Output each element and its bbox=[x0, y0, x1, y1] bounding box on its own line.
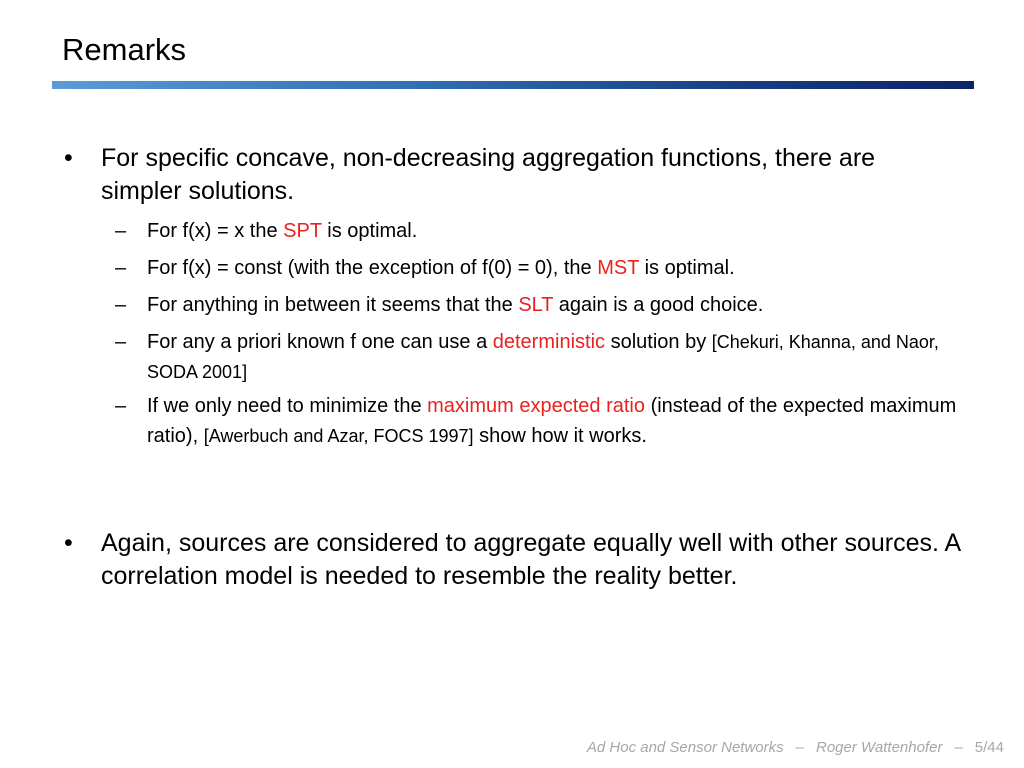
sub-text: again is a good choice. bbox=[553, 294, 764, 316]
sub-text: For any a priori known f one can use a bbox=[147, 331, 493, 353]
title-divider-bar bbox=[52, 81, 974, 89]
citation: [Chekuri, Khanna, and Naor, SODA 2001] bbox=[147, 332, 939, 382]
highlight-term: MST bbox=[597, 257, 640, 279]
sub-item bbox=[115, 290, 977, 320]
dash-icon: – bbox=[115, 331, 127, 353]
dash-icon: – bbox=[115, 294, 127, 316]
footer-separator: – bbox=[954, 739, 963, 756]
bullet-text: Again, sources are considered to aggregate equally well with other sources. A correlation model is needed to resemble the reality better. bbox=[101, 529, 960, 590]
sub-item bbox=[115, 327, 977, 387]
sub-item bbox=[115, 216, 977, 246]
slide-title: Remarks bbox=[62, 32, 187, 67]
sub-text: For anything in between it seems that the bbox=[147, 294, 519, 316]
sub-text: solution by bbox=[605, 331, 712, 353]
highlight-term: SPT bbox=[283, 220, 322, 242]
citation: [Awerbuch and Azar, FOCS 1997] bbox=[203, 426, 474, 446]
sub-item bbox=[115, 391, 977, 451]
footer-author: Roger Wattenhofer bbox=[815, 739, 943, 756]
highlight-term: maximum expected ratio bbox=[427, 395, 646, 417]
footer-course: Ad Hoc and Sensor Networks bbox=[586, 739, 784, 756]
dash-icon: – bbox=[115, 220, 127, 242]
sub-text: For f(x) = x the bbox=[147, 220, 284, 242]
sub-text: For f(x) = const (with the exception of f(0) = 0), the bbox=[147, 257, 598, 279]
bullet-dot-icon: • bbox=[64, 144, 73, 172]
bullet-item bbox=[64, 527, 961, 593]
sub-text: is optimal. bbox=[321, 220, 418, 242]
highlight-term: SLT bbox=[518, 294, 554, 316]
sub-text: (instead of the expected maximum ratio), bbox=[147, 395, 957, 447]
dash-icon: – bbox=[115, 395, 127, 417]
dash-icon: – bbox=[115, 257, 127, 279]
slide-footer bbox=[587, 739, 1004, 756]
sub-text: show how it works. bbox=[473, 425, 647, 447]
sub-item bbox=[115, 253, 977, 283]
footer-separator: – bbox=[795, 739, 804, 756]
sub-text: is optimal. bbox=[639, 257, 735, 279]
sub-text: If we only need to minimize the bbox=[147, 395, 428, 417]
highlight-term: deterministic bbox=[492, 331, 606, 353]
page-number: 5/44 bbox=[974, 739, 1004, 756]
bullet-item bbox=[64, 142, 961, 208]
bullet-dot-icon: • bbox=[64, 529, 73, 557]
bullet-text: For specific concave, non-decreasing aggregation functions, there are simpler solutions. bbox=[101, 144, 876, 205]
